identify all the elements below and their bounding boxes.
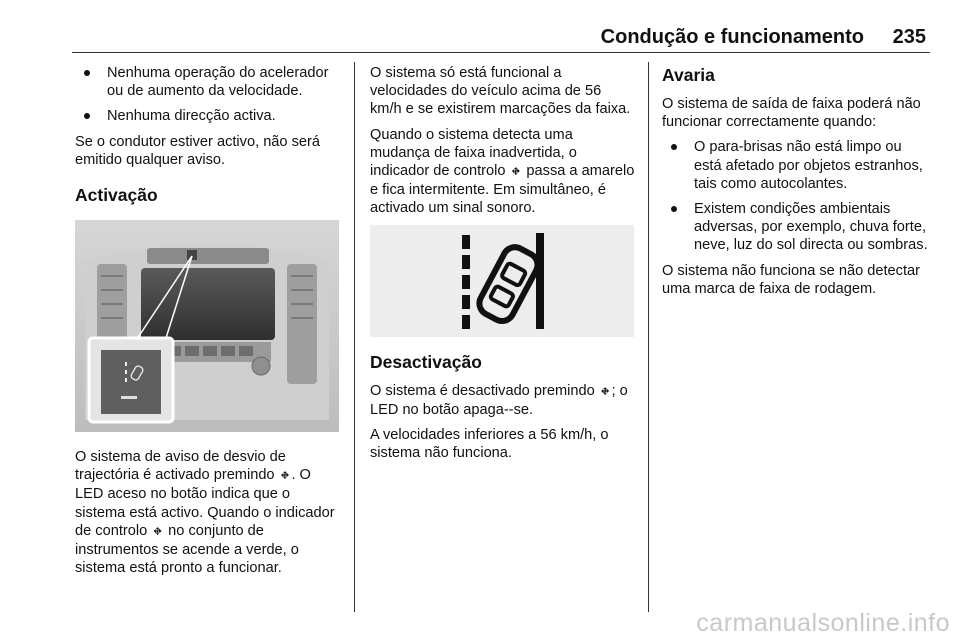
column-divider: [648, 62, 649, 612]
list-item: Existem condições ambientais adversas, por exemplo, chuva forte, neve, luz do sol directa ou sombras.: [662, 200, 932, 255]
paragraph: Quando o sistema detecta uma mudança de faixa inadvertida, o indicador de controlo ⛖ passa a amarelo e fica intermitente. Em simultâneo, é activado um sinal sonoro.: [370, 126, 635, 217]
list-item: O para-brisas não está limpo ou está afetado por objetos estranhos, tais como autocolantes.: [662, 138, 932, 193]
paragraph: Se o condutor estiver activo, não será emitido qualquer aviso.: [75, 133, 320, 168]
column-1: [75, 64, 343, 584]
column-divider: [354, 62, 355, 612]
list-item: Nenhuma direcção activa.: [75, 107, 343, 125]
section-heading-deactivation: Desactivação: [370, 351, 482, 372]
lane-departure-icon: ⛖: [280, 469, 290, 483]
paragraph: O sistema é desactivado premindo ⛖ ; o LED no botão apaga--se.: [370, 382, 628, 418]
bullet-icon: [84, 113, 90, 119]
list-item: Nenhuma operação do acelerador ou de aumento da velocidade.: [75, 64, 343, 100]
bullet-icon: [671, 206, 677, 212]
paragraph: O sistema só está funcional a velocidades do veículo acima de 56 km/h e se existirem marcações da faixa.: [370, 65, 631, 118]
page-header: [72, 22, 930, 52]
watermark: carmanualsonline.info: [696, 609, 950, 637]
paragraph: O sistema não funciona se não detectar uma marca de faixa de rodagem.: [662, 262, 920, 297]
header-title: Condução e funcionamento: [600, 26, 864, 48]
paragraph: A velocidades inferiores a 56 km/h, o sistema não funciona.: [370, 427, 609, 462]
bullet-icon: [671, 144, 677, 150]
page-number: 235: [892, 26, 926, 48]
dashboard-photo: [75, 220, 339, 432]
section-heading-fault: Avaria: [662, 65, 715, 85]
paragraph: O sistema de saída de faixa poderá não funcionar correctamente quando:: [662, 96, 921, 131]
lane-departure-icon: ⛖: [511, 165, 521, 179]
lane-departure-indicator-image: [370, 225, 634, 337]
paragraph: O sistema de aviso de desvio de trajectória é activado premindo ⛖ . O LED aceso no botão indica que o sistema está activo. Quando o indicador de controlo ⛖ no conjunto de instrumentos se acende a verde, o sistema está pronto a funcionar.: [75, 449, 335, 577]
column-2: [370, 64, 636, 469]
column-3: [662, 64, 932, 305]
header-rule: [72, 52, 930, 53]
lane-departure-icon: ⛖: [153, 524, 163, 538]
bullet-icon: [84, 70, 90, 76]
section-heading-activation: Activação: [75, 185, 158, 206]
lane-departure-icon: ⛖: [600, 384, 610, 398]
